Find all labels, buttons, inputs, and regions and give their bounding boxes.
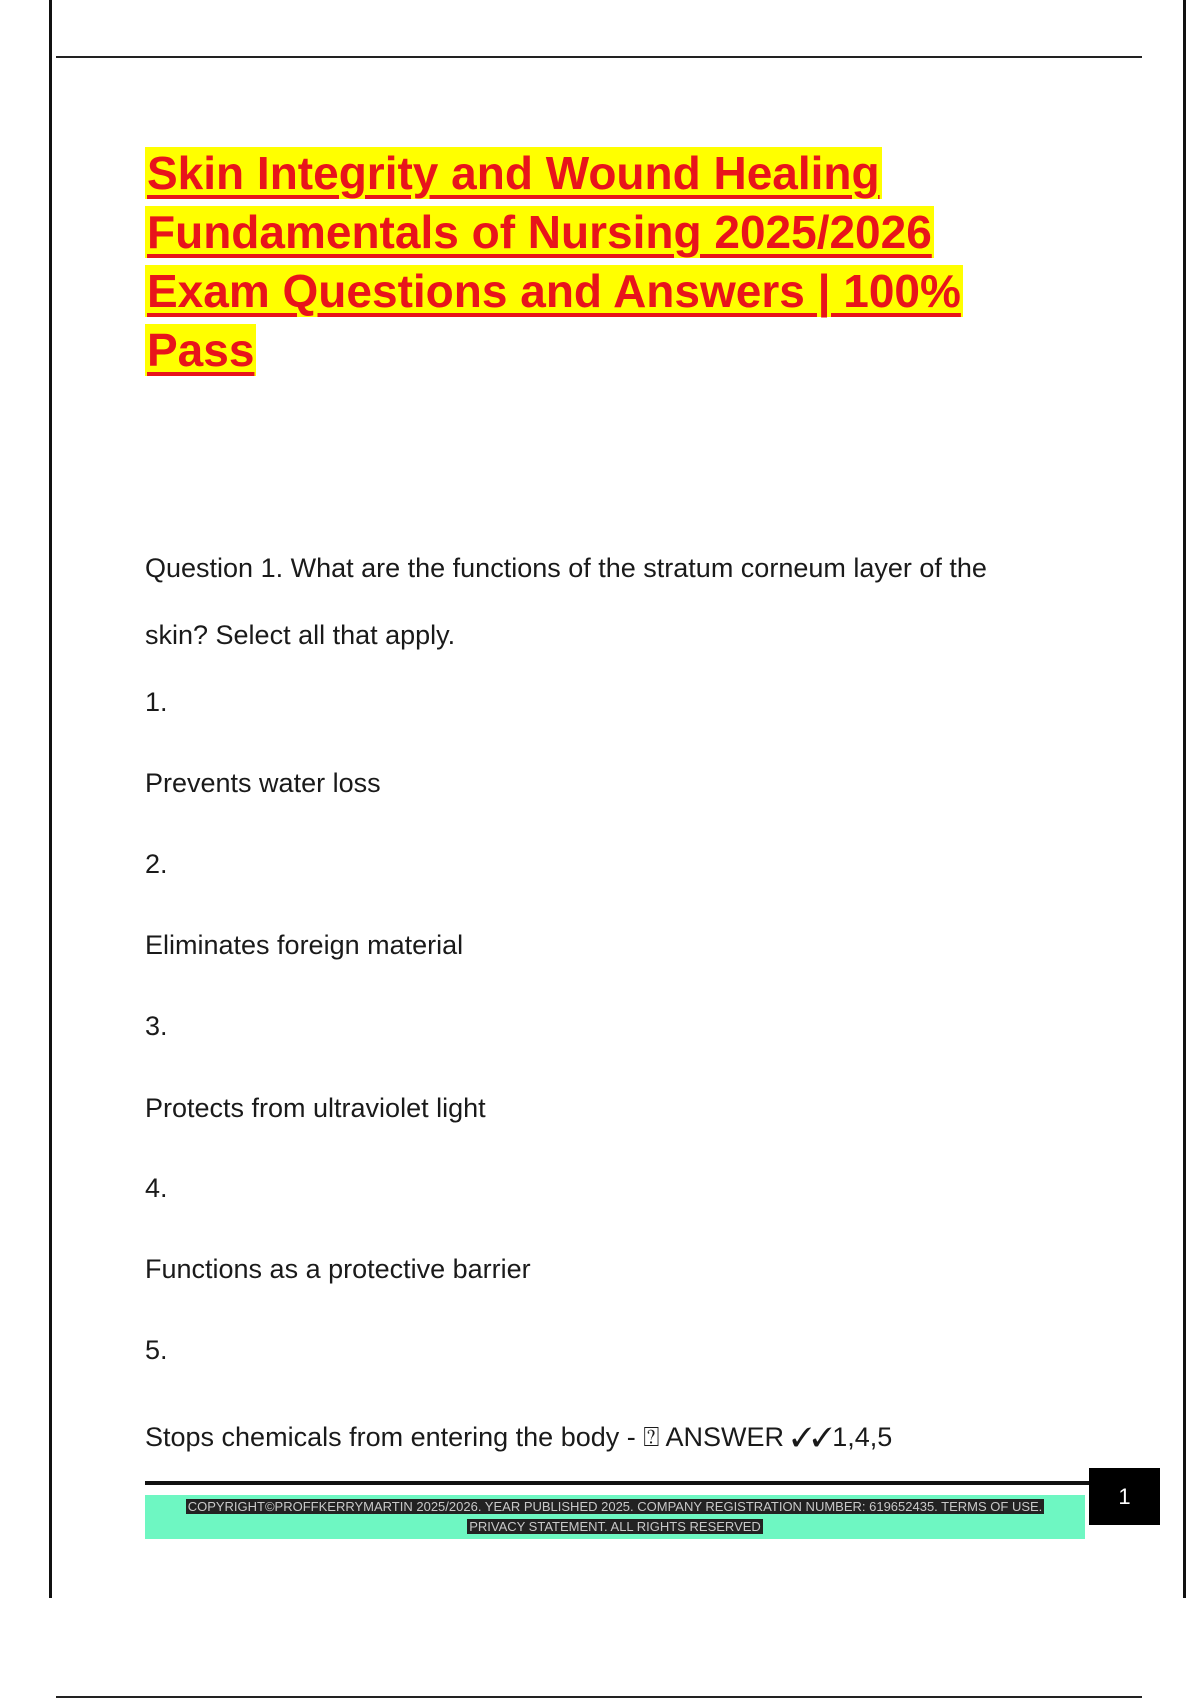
- page-frame-right: [1183, 0, 1186, 1598]
- footer-rule: [145, 1481, 1090, 1485]
- page-frame-left: [49, 0, 52, 1598]
- document-title: [145, 144, 1045, 380]
- answer-line: Stops chemicals from entering the body - ⍰ ANSWER ✓✓1,4,5: [145, 1422, 893, 1452]
- next-page-rule: [56, 1696, 1142, 1698]
- option-text: Prevents water loss: [145, 768, 381, 798]
- copyright-line: COPYRIGHT©PROFFKERRYMARTIN 2025/2026. YEAR PUBLISHED 2025. COMPANY REGISTRATION NUMBER: 619652435. TERMS OF USE.: [187, 1499, 1043, 1514]
- copyright-footer: [145, 1495, 1085, 1539]
- option-number: 2.: [145, 849, 168, 879]
- option-number: 1.: [145, 687, 168, 717]
- option-number: 3.: [145, 1011, 168, 1041]
- title-line: Exam Questions and Answers | 100%: [147, 265, 961, 317]
- option-text: Protects from ultraviolet light: [145, 1093, 486, 1123]
- question-text: Question 1. What are the functions of the stratum corneum layer of the skin? Select all that apply.: [145, 553, 987, 650]
- header-rule: [56, 56, 1142, 58]
- title-line: Pass: [147, 324, 255, 376]
- option-number: 4.: [145, 1173, 168, 1203]
- copyright-line: PRIVACY STATEMENT. ALL RIGHTS RESERVED: [469, 1519, 761, 1534]
- option-text: Eliminates foreign material: [145, 930, 464, 960]
- title-line: Skin Integrity and Wound Healing: [147, 147, 880, 199]
- option-number: 5.: [145, 1335, 168, 1365]
- page-number: 1: [1089, 1468, 1160, 1525]
- title-line: Fundamentals of Nursing 2025/2026: [147, 206, 932, 258]
- option-text: Functions as a protective barrier: [145, 1254, 531, 1284]
